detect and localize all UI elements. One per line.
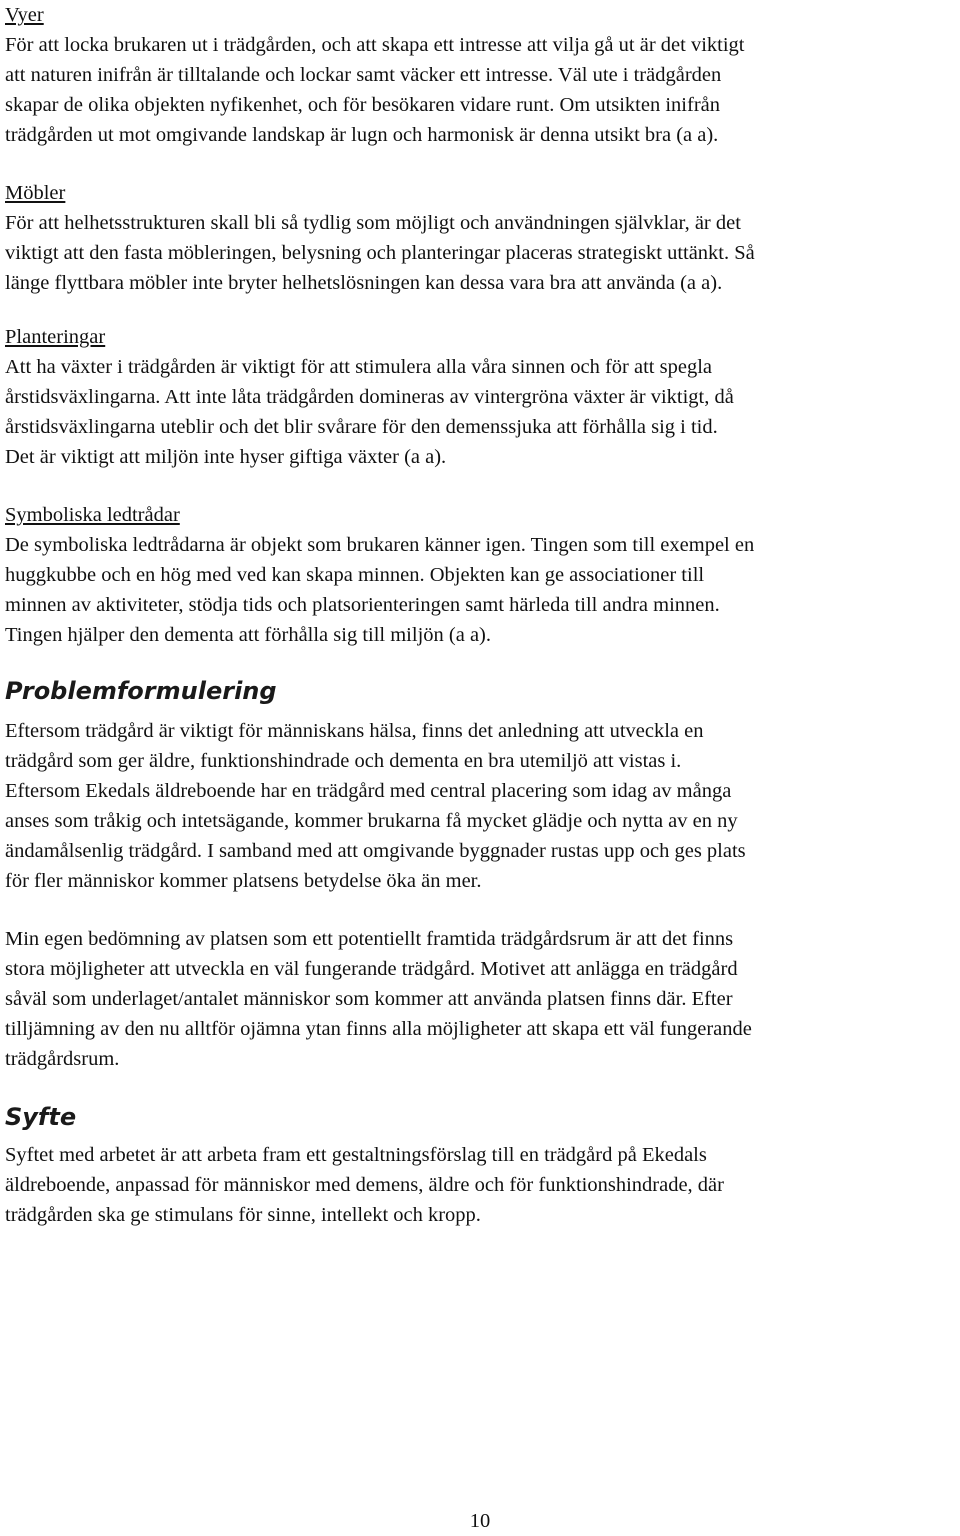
text-line: skapar de olika objekten nyfikenhet, och för besökaren vidare runt. Om utsikten inifrån bbox=[5, 94, 720, 116]
text-line: huggkubbe och en hög med ved kan skapa minnen. Objekten kan ge associationer till bbox=[5, 564, 705, 586]
text-line: ändamålsenlig trädgård. I samband med att omgivande byggnader rustas upp och ges plats bbox=[5, 840, 746, 862]
text-line: trädgården ut mot omgivande landskap är lugn och harmonisk är denna utsikt bra (a a). bbox=[5, 124, 719, 146]
paragraph-vyer bbox=[5, 30, 957, 150]
section-heading-problemformulering: Problemformulering bbox=[5, 677, 277, 705]
section-heading-symboliska-ledtradar: Symboliska ledtrådar bbox=[5, 504, 180, 526]
text-line: Tingen hjälper den dementa att förhålla sig till miljön (a a). bbox=[5, 624, 491, 646]
paragraph-problemformulering-2 bbox=[5, 924, 957, 1074]
text-line: för fler människor kommer platsens betydelse öka än mer. bbox=[5, 870, 482, 892]
text-line: tilljämning av den nu alltför ojämna ytan finns alla möjligheter att skapa ett väl fungerande bbox=[5, 1018, 752, 1040]
paragraph-symboliska-ledtradar bbox=[5, 530, 957, 650]
document-page bbox=[5, 0, 957, 1230]
section-heading-mobler: Möbler bbox=[5, 182, 66, 204]
text-line: såväl som underlaget/antalet människor som kommer att använda platsen finns där. Efter bbox=[5, 988, 733, 1010]
text-line: anses som tråkig och intetsägande, kommer brukarna få mycket glädje och nytta av en ny bbox=[5, 810, 738, 832]
text-line: Att ha växter i trädgården är viktigt för att stimulera alla våra sinnen och för att spegla bbox=[5, 356, 712, 378]
text-line: trädgården ska ge stimulans för sinne, intellekt och kropp. bbox=[5, 1204, 481, 1226]
text-line: minnen av aktiviteter, stödja tids och platsorienteringen samt härleda till andra minnen. bbox=[5, 594, 720, 616]
text-line: att naturen inifrån är tilltalande och lockar samt väcker ett intresse. Väl ute i trädgården bbox=[5, 64, 722, 86]
text-line: viktigt att den fasta möbleringen, belysning och planteringar placeras strategiskt uttänkt. Så bbox=[5, 242, 755, 264]
text-line: årstidsväxlingarna. Att inte låta trädgården domineras av vintergröna växter är viktigt, då bbox=[5, 386, 734, 408]
text-line: Syftet med arbetet är att arbeta fram ett gestaltningsförslag till en trädgård på Ekedals bbox=[5, 1144, 707, 1166]
paragraph-planteringar bbox=[5, 352, 957, 472]
paragraph-mobler bbox=[5, 208, 957, 298]
section-heading-syfte: Syfte bbox=[5, 1103, 77, 1131]
text-line: För att helhetsstrukturen skall bli så tydlig som möjligt och användningen självklar, är det bbox=[5, 212, 741, 234]
text-line: årstidsväxlingarna uteblir och det blir svårare för den demenssjuka att förhålla sig i tid. bbox=[5, 416, 718, 438]
text-line: trädgård som ger äldre, funktionshindrade och dementa en bra utemiljö att vistas i. bbox=[5, 750, 682, 772]
text-line: För att locka brukaren ut i trädgården, och att skapa ett intresse att vilja gå ut är det viktigt bbox=[5, 34, 745, 56]
text-line: trädgårdsrum. bbox=[5, 1048, 120, 1070]
text-line: De symboliska ledtrådarna är objekt som brukaren känner igen. Tingen som till exempel en bbox=[5, 534, 755, 556]
text-line: Eftersom Ekedals äldreboende har en trädgård med central placering som idag av många bbox=[5, 780, 732, 802]
text-line: stora möjligheter att utveckla en väl fungerande trädgård. Motivet att anlägga en trädgård bbox=[5, 958, 738, 980]
text-line: länge flyttbara möbler inte bryter helhetslösningen kan dessa vara bra att använda (a a). bbox=[5, 272, 723, 294]
paragraph-syfte bbox=[5, 1140, 957, 1230]
section-heading-planteringar: Planteringar bbox=[5, 326, 106, 348]
text-line: äldreboende, anpassad för människor med demens, äldre och för funktionshindrade, där bbox=[5, 1174, 724, 1196]
paragraph-problemformulering-1 bbox=[5, 716, 957, 896]
text-line: Eftersom trädgård är viktigt för människans hälsa, finns det anledning att utveckla en bbox=[5, 720, 704, 742]
text-line: Min egen bedömning av platsen som ett potentiellt framtida trädgårdsrum är att det finns bbox=[5, 928, 734, 950]
text-line: Det är viktigt att miljön inte hyser giftiga växter (a a). bbox=[5, 446, 447, 468]
section-heading-vyer: Vyer bbox=[5, 4, 44, 26]
page-number: 10 bbox=[469, 1510, 491, 1532]
